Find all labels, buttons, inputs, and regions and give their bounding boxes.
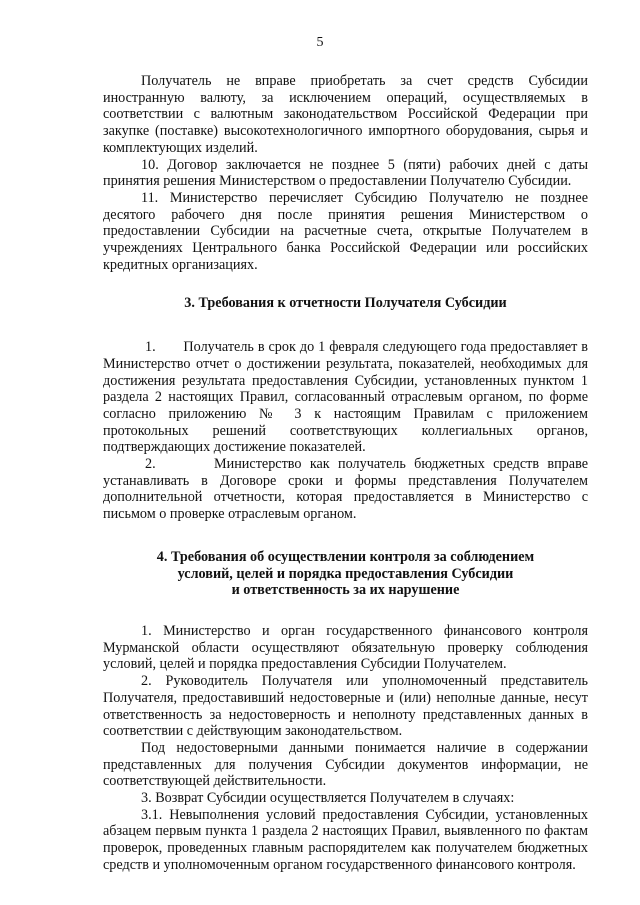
paragraph-item-10: 10. Договор заключается не позднее 5 (пяти) рабочих дней с даты принятия решения Министерством о предоставлении Получателю Субсидии. [103,156,588,190]
page-number: 5 [316,35,324,50]
paragraph-item-11: 11. Министерство перечисляет Субсидию Получателю не позднее десятого рабочего дня после принятия решения Министерством о предоставлении Субсидии на расчетные счета, открытые Получателем в учреждениях Центрального банка Российской Федерации или российских кредитных организациях. [103,189,588,273]
spacer [103,273,588,295]
section-4-definition: Под недостоверными данными понимается наличие в содержании представленных для получения Субсидии документов информации, не соответствующей действительности. [103,739,588,790]
section-3-heading: 3. Требования к отчетности Получателя Субсидии [184,295,507,312]
section-4-item-3: 3. Возврат Субсидии осуществляется Получателем в случаях: [141,790,515,807]
section-4-heading [103,549,588,599]
section-4-item-3-1: 3.1. Невыполнения условий предоставления Субсидии, установленных абзацем первым пункта 1 раздела 2 настоящих Правил, выявленного по фактам проверок, проведенных главным распорядителем как получателем бюджетных средств и уполномоченным органом государственного финансового контроля. [103,806,588,873]
section-4-item-1: 1. Министерство и орган государственного финансового контроля Мурманской области осуществляют обязательную проверку соблюдения условий, целей и порядка предоставления Субсидии Получателем. [103,622,588,673]
section-3-item-2: 2. Министерство как получатель бюджетных средств вправе устанавливать в Договоре сроки и формы представления Получателем дополнительной отчетности, которая предоставляется в Министерство с письмом о проверке отраслевым органом. [103,456,588,523]
spacer [103,523,588,549]
spacer [103,312,588,339]
spacer [103,599,588,623]
section-4-heading-line-3: и ответственность за их нарушение [231,582,460,599]
section-3-item-1: 1. Получатель в срок до 1 февраля следующего года предоставляет в Министерство отчет о достижении результата, показателей, необходимых для достижения результата предоставления Субсидии, установленных пунктом 1 раздела 2 настоящих Правил, согласованный отраслевым органом, по форме согласно приложению № 3 к настоящим Правилам с приложением протокольных решений соответствующих коллегиальных органов, подтверждающих достижение показателей. [103,339,588,456]
section-4-heading-line-2: условий, целей и порядка предоставления Субсидии [177,565,514,582]
section-4-heading-line-1: 4. Требования об осуществлении контроля за соблюдением [156,548,535,565]
section-4-item-2: 2. Руководитель Получателя или уполномоченный представитель Получателя, предоставивший недостоверные и (или) неполные данные, несут ответственность за недостоверность и неполноту представленных данных в соответствии с действующим законодательством. [103,673,588,740]
paragraph-currency-restriction: Получатель не вправе приобретать за счет средств Субсидии иностранную валюту, за исключением операций, осуществляемых в соответствии с валютным законодательством Российской Федерации при закупке (поставке) высокотехнологичного импортного оборудования, сырья и комплектующих изделий. [103,73,588,156]
document-body [103,73,588,874]
